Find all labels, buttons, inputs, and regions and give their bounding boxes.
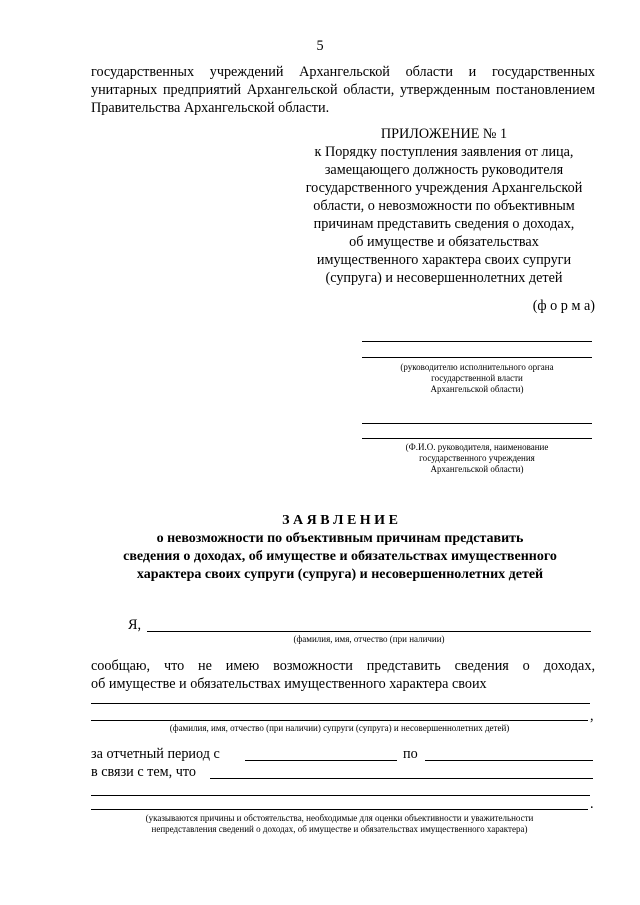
addressee-caption-2-line-3: Архангельской области) xyxy=(430,464,524,474)
addressee-caption-2-line-2: государственного учреждения xyxy=(419,453,535,463)
reason-caption-line-1: (указываются причины и обстоятельства, необходимые для оценки объективности и уважительности xyxy=(145,813,534,823)
subheading-line-1: о невозможности по объективным причинам представить xyxy=(156,531,524,546)
period-to-label: по xyxy=(403,746,418,762)
appendix-line-1: к Порядку поступления заявления от лица, xyxy=(314,144,574,160)
spouse-caption: (фамилия, имя, отчество (при наличии) супруги (супруга) и несовершеннолетних детей) xyxy=(169,723,510,733)
appendix-line-6: об имуществе и обязательствах xyxy=(349,234,539,250)
reason-field-line-3[interactable] xyxy=(91,809,588,810)
intro-line-1: государственных учреждений Архангельской области и государственных xyxy=(91,64,595,80)
appendix-line-3: государственного учреждения Архангельской xyxy=(305,180,583,196)
period-from-field[interactable] xyxy=(245,760,397,761)
addressee-line-1a[interactable] xyxy=(362,341,592,342)
addressee-caption-1-line-1: (руководителю исполнительного органа xyxy=(400,362,554,372)
reason-caption-line-2: непредставления сведений о доходах, об имуществе и обязательствах имущественного характера) xyxy=(151,824,528,834)
ya-label: Я, xyxy=(128,617,142,633)
page-number: 5 xyxy=(316,38,324,54)
appendix-line-4: области, о невозможности по объективным xyxy=(313,198,575,214)
reason-field-line-2[interactable] xyxy=(91,795,590,796)
period-to-field[interactable] xyxy=(425,760,593,761)
spouse-field-line-1[interactable] xyxy=(91,703,590,704)
appendix-title: ПРИЛОЖЕНИЕ № 1 xyxy=(380,126,508,142)
intro-line-3: Правительства Архангельской области. xyxy=(91,100,330,116)
subheading-line-3: характера своих супруги (супруга) и несовершеннолетних детей xyxy=(136,567,544,582)
spouse-field-line-2[interactable] xyxy=(91,720,588,721)
appendix-line-5: причинам представить сведения о доходах, xyxy=(313,216,575,232)
body-line-1: сообщаю, что не имею возможности представить сведения о доходах, xyxy=(91,658,595,674)
spouse-comma: , xyxy=(590,708,594,724)
reason-field-line-1[interactable] xyxy=(210,778,593,779)
addressee-caption-2-line-1: (Ф.И.О. руководителя, наименование xyxy=(405,442,549,452)
addressee-caption-1-line-2: государственной власти xyxy=(431,373,523,383)
applicant-name-field[interactable] xyxy=(147,631,591,632)
body-line-2: об имуществе и обязательствах имущественного характера своих xyxy=(91,676,487,692)
appendix-line-7: имущественного характера своих супруги xyxy=(316,252,572,268)
addressee-line-1b[interactable] xyxy=(362,357,592,358)
addressee-caption-1-line-3: Архангельской области) xyxy=(430,384,524,394)
appendix-line-2: замещающего должность руководителя xyxy=(324,162,564,178)
addressee-line-2b[interactable] xyxy=(362,438,592,439)
form-label: (ф о р м а) xyxy=(532,298,595,314)
addressee-line-2a[interactable] xyxy=(362,423,592,424)
period-label: за отчетный период с xyxy=(91,746,220,762)
subheading-line-2: сведения о доходах, об имуществе и обязательствах имущественного xyxy=(123,549,557,564)
appendix-line-8: (супруга) и несовершеннолетних детей xyxy=(325,270,563,286)
reason-label: в связи с тем, что xyxy=(91,764,196,780)
intro-line-2: унитарных предприятий Архангельской области, утвержденным постановлением xyxy=(91,82,595,98)
reason-period: . xyxy=(590,796,594,812)
document-heading: З А Я В Л Е Н И Е xyxy=(282,513,398,528)
applicant-name-caption: (фамилия, имя, отчество (при наличии) xyxy=(293,634,445,644)
